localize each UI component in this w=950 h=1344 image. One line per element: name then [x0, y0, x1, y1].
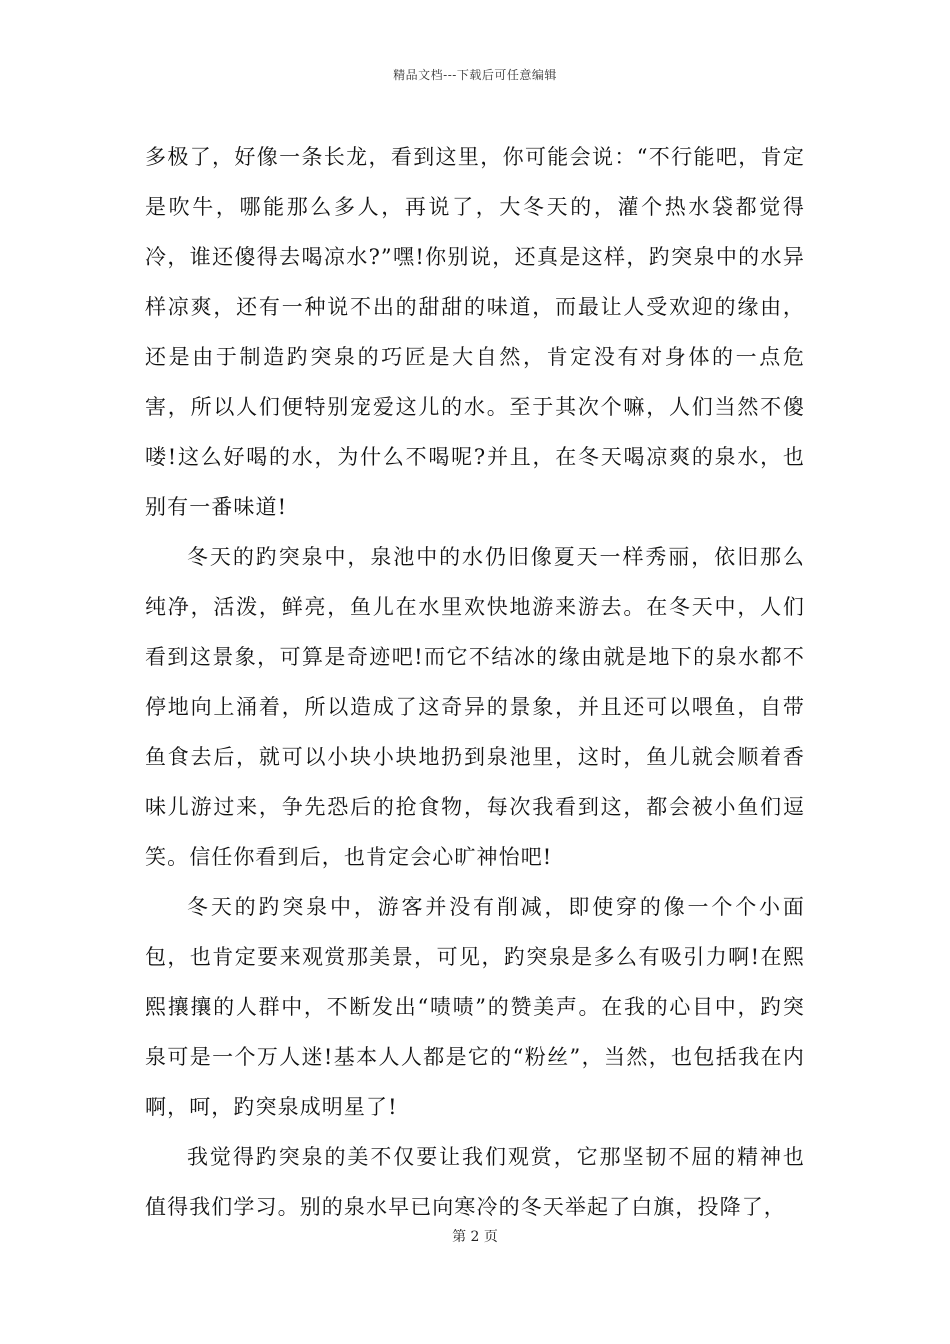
document-body — [145, 132, 805, 1232]
page-number: 第 2 页 — [452, 1229, 498, 1245]
paragraph-3: 冬天的趵突泉中，游客并没有削减，即使穿的像一个个小面包，也肯定要来观赏那美景，可见，趵突泉是多么有吸引力啊!在熙熙攘攘的人群中，不断发出“啧啧”的赞美声。在我的心目中，趵突泉可是一个万人迷!基本人人都是它的“粉丝”，当然，也包括我在内啊，呵，趵突泉成明星了! — [145, 895, 805, 1119]
paragraph-4: 我觉得趵突泉的美不仅要让我们观赏，它那坚韧不屈的精神也值得我们学习。别的泉水早已向寒冷的冬天举起了白旗，投降了， — [145, 1145, 805, 1219]
page-header: 精品文档---下载后可任意编辑 — [393, 68, 557, 82]
paragraph-2: 冬天的趵突泉中，泉池中的水仍旧像夏天一样秀丽，依旧那么纯净，活泼，鲜亮，鱼儿在水里欢快地游来游去。在冬天中，人们看到这景象，可算是奇迹吧!而它不结冰的缘由就是地下的泉水都不停地向上涌着，所以造成了这奇异的景象，并且还可以喂鱼，自带鱼食去后，就可以小块小块地扔到泉池里，这时，鱼儿就会顺着香味儿游过来，争先恐后的抢食物，每次我看到这，都会被小鱼们逗笑。信任你看到后，也肯定会心旷神怡吧! — [145, 545, 805, 869]
paragraph-1: 多极了，好像一条长龙，看到这里，你可能会说：“不行能吧，肯定是吹牛，哪能那么多人，再说了，大冬天的，灌个热水袋都觉得冷，谁还傻得去喝凉水?”嘿!你别说，还真是这样，趵突泉中的水异样凉爽，还有一种说不出的甜甜的味道，而最让人受欢迎的缘由，还是由于制造趵突泉的巧匠是大自然，肯定没有对身体的一点危害，所以人们便特别宠爱这儿的水。至于其次个嘛，人们当然不傻喽!这么好喝的水，为什么不喝呢?并且，在冬天喝凉爽的泉水，也别有一番味道! — [145, 145, 805, 519]
